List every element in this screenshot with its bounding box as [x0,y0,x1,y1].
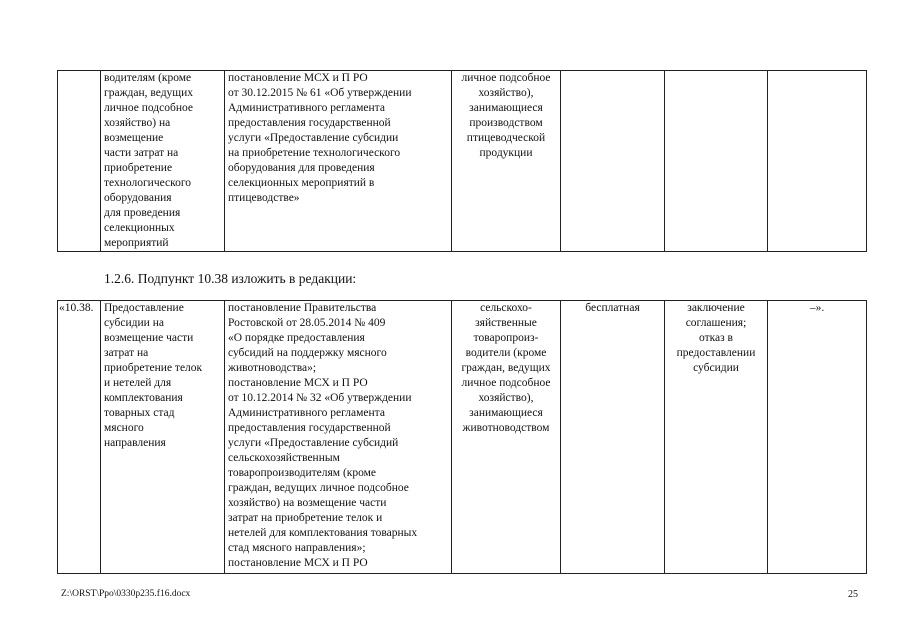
cell-line: птицеводстве» [228,192,300,204]
payment-cell: бесплатная [561,301,665,574]
cell-line: и нетелей для [104,377,172,389]
cell-line: Административного регламента [228,102,385,114]
cell-line: возмещение [104,132,164,144]
result-cell [665,301,768,574]
cell-line: от 10.12.2014 № 32 «Об утверждении [228,392,412,404]
cell-line: субсидий на поддержку мясного [228,347,387,359]
cell-line: производством [469,117,543,129]
cell-line: для проведения [104,207,181,219]
cell-line: оборудования для проведения [228,162,375,174]
cell-line: мероприятий [104,237,169,249]
recipients-cell [452,71,561,252]
recipients-cell [452,301,561,574]
result-cell [665,71,768,252]
cell-line: занимающиеся [469,102,543,114]
cell-line: субсидии на [104,317,164,329]
cell-line: водителям (кроме [104,72,192,84]
page-number: 25 [848,589,858,600]
legal-basis-cell [225,301,452,574]
cell-line: личное подсобное [461,377,551,389]
cell-line: от 30.12.2015 № 61 «Об утверждении [228,87,412,99]
cell-line: возмещение части [104,332,194,344]
cell-line: предоставления государственной [228,422,391,434]
measure-name-cell [101,71,225,252]
cell-line: личное подсобное [461,72,551,84]
cell-line: зяйственные [475,317,537,329]
extra-cell [768,71,867,252]
cell-line: затрат на [104,347,149,359]
cell-line: стад мясного направления»; [228,542,366,554]
payment-cell [561,71,665,252]
cell-line: продукции [479,147,533,159]
cell-line: граждан, ведущих [104,87,194,99]
file-path: Z:\ORST\Ppo\0330p235.f16.docx [61,589,191,599]
cell-line: Ростовской от 28.05.2014 № 409 [228,317,386,329]
cell-line: мясного [104,422,144,434]
cell-line: товаропроизводителям (кроме [228,467,377,479]
cell-line: хозяйство), [478,392,534,404]
cell-line: товаропроиз- [473,332,539,344]
cell-line: водители (кроме [465,347,547,359]
cell-line: субсидии [693,362,739,374]
replacement-table [57,300,867,574]
measure-name-cell [101,301,225,574]
cell-line: отказ в [699,332,733,344]
cell-line: хозяйство) на [104,117,171,129]
legal-basis-cell [225,71,452,252]
cell-line: постановление МСХ и П РО [228,72,368,84]
cell-line: части затрат на [104,147,179,159]
cell-line: личное подсобное [104,102,193,114]
cell-line: направления [104,437,166,449]
cell-line: хозяйство) на возмещение части [228,497,387,509]
cell-line: нетелей для комплектования товарных [228,527,418,539]
cell-line: «О порядке предоставления [228,332,365,344]
cell-line: заключение [687,302,745,314]
cell-line: приобретение телок [104,362,203,374]
cell-line: затрат на приобретение телок и [228,512,383,524]
cell-line: селекционных [104,222,175,234]
cell-line: птицеводческой [466,132,546,144]
cell-line: животноводством [462,422,550,434]
cell-line: граждан, ведущих [461,362,551,374]
number-cell: «10.38. [58,301,101,574]
cell-line: соглашения; [685,317,747,329]
cell-line: технологического [104,177,192,189]
cell-line: постановление Правительства [228,302,377,314]
cell-line: сельскохо- [480,302,532,314]
continued-table [57,70,867,252]
extra-cell: –». [768,301,867,574]
cell-line: постановление МСХ и П РО [228,557,368,569]
number-cell [58,71,101,252]
cell-line: товарных стад [104,407,175,419]
table-row [58,71,867,252]
cell-line: комплектования [104,392,183,404]
cell-line: селекционных мероприятий в [228,177,375,189]
cell-line: сельскохозяйственным [228,452,340,464]
cell-line: постановление МСХ и П РО [228,377,368,389]
cell-line: приобретение [104,162,173,174]
cell-line: предоставлении [676,347,756,359]
cell-line: занимающиеся [469,407,543,419]
cell-line: Предоставление [104,302,184,314]
cell-line: граждан, ведущих личное подсобное [228,482,409,494]
section-heading: 1.2.6. Подпункт 10.38 изложить в редакции: [104,271,357,286]
cell-line: услуги «Предоставление субсидий [228,437,399,449]
cell-line: животноводства»; [228,362,317,374]
cell-line: на приобретение технологического [228,147,401,159]
cell-line: предоставления государственной [228,117,391,129]
table-row [58,301,867,574]
cell-line: услуги «Предоставление субсидии [228,132,399,144]
cell-line: оборудования [104,192,172,204]
cell-line: хозяйство), [478,87,534,99]
cell-line: Административного регламента [228,407,385,419]
